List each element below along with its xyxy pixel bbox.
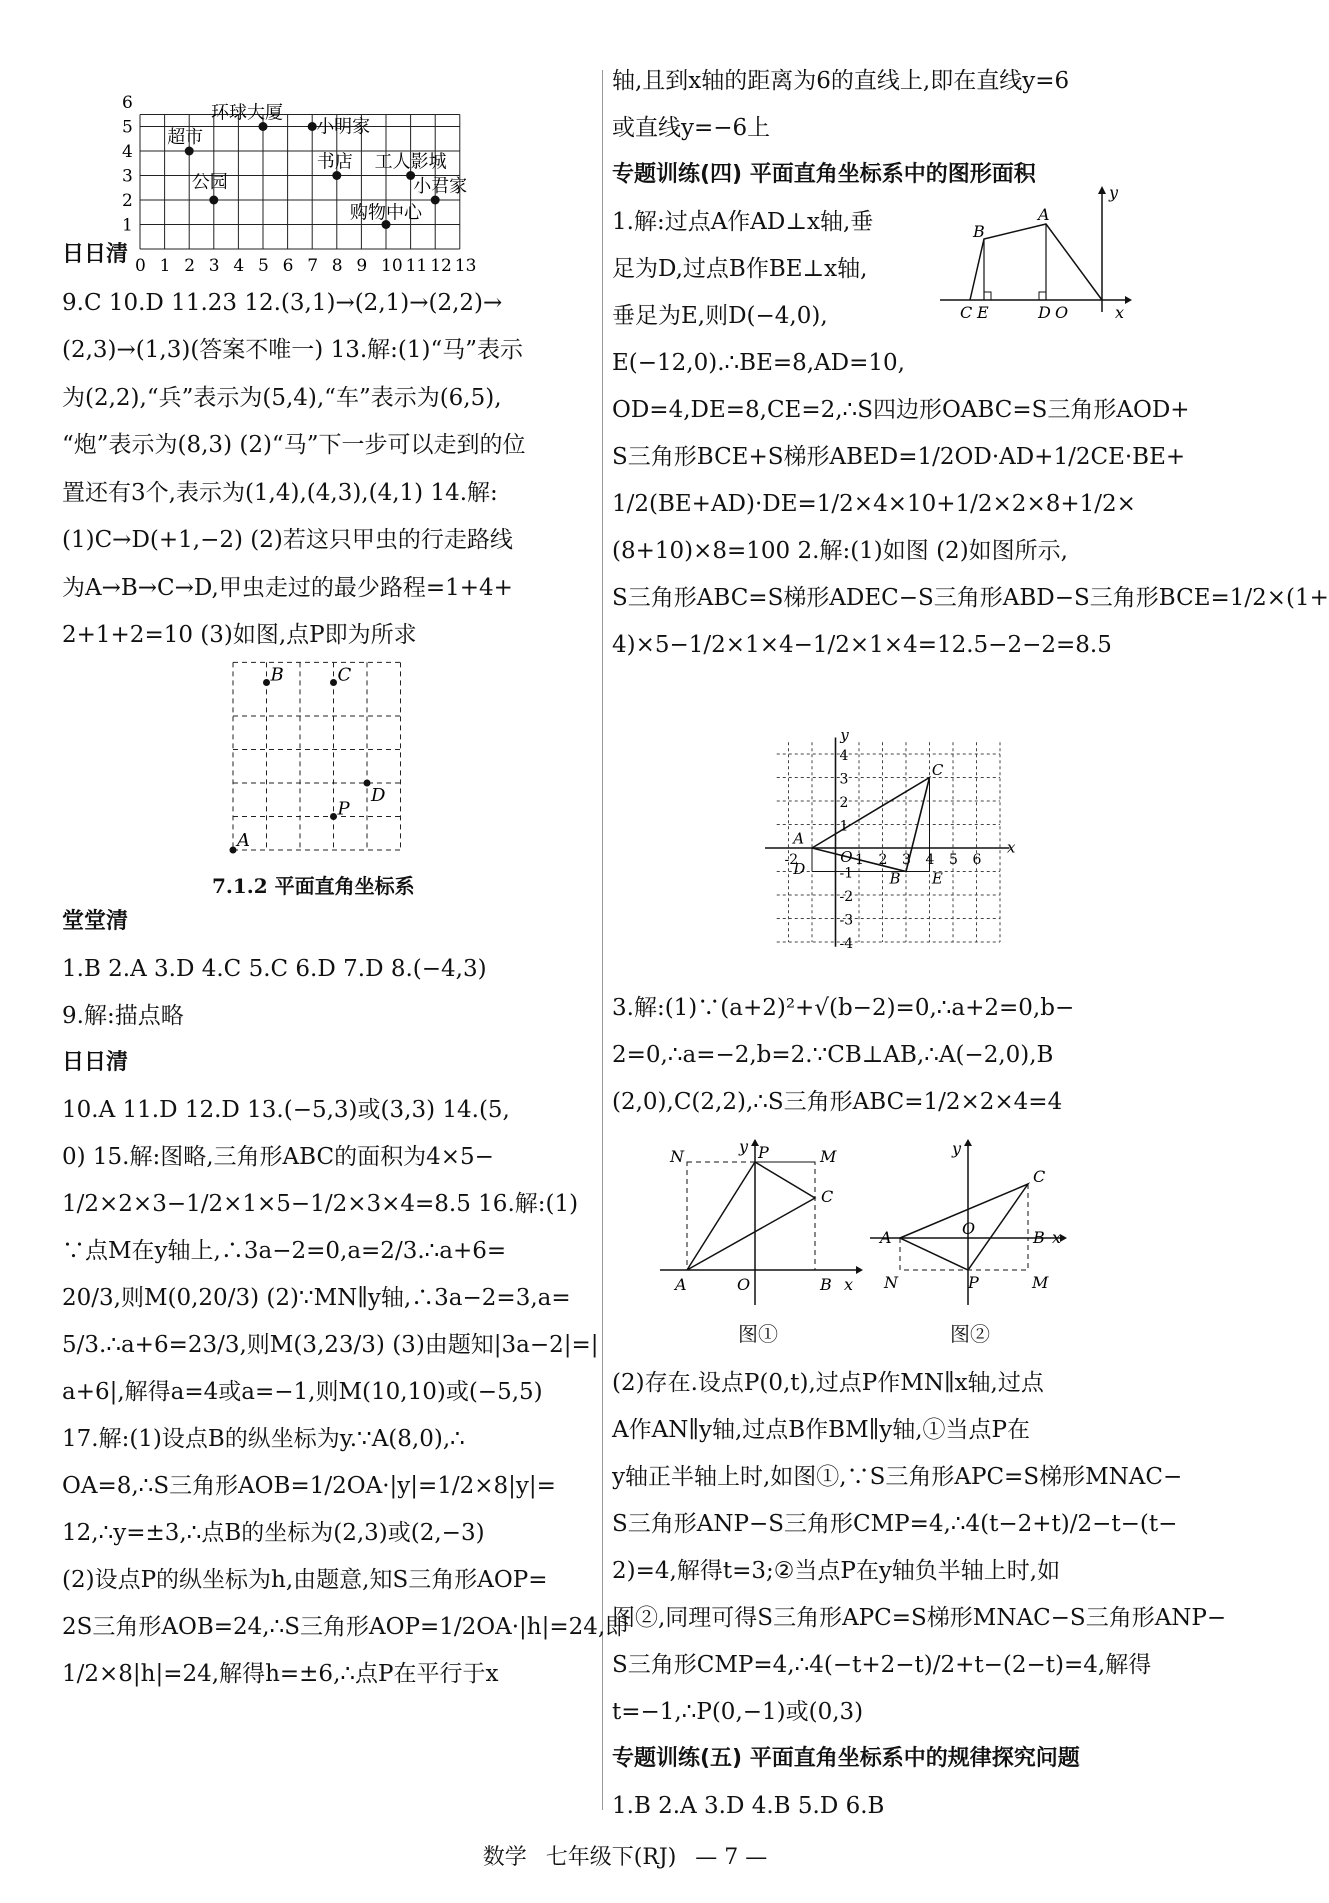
text-line: 为(2,2),“兵”表示为(5,4),“车”表示为(6,5), <box>62 384 502 411</box>
text-line: 1/2×8|h|=24,解得h=±6,∴点P在平行于x <box>62 1661 499 1687</box>
tri-label: C <box>931 761 944 780</box>
map-place-label: 超市 <box>167 127 204 148</box>
beetle-grid-figure <box>225 650 445 860</box>
svg-text:M: M <box>1032 1273 1049 1292</box>
section-heading: 堂堂清 <box>62 909 129 934</box>
figure-1-caption: 图① <box>738 1322 778 1346</box>
text-line: y轴正半轴上时,如图①,∵S三角形APC=S梯形MNAC− <box>612 1464 1183 1490</box>
text-line: a+6|,解得a=4或a=−1,则M(10,10)或(−5,5) <box>62 1379 543 1405</box>
text-line: S三角形ABC=S梯形ADEC−S三角形ABD−S三角形BCE=1/2×(1+ <box>612 585 1329 611</box>
map-x-tick: 12 <box>430 256 452 276</box>
text-line: (2,0),C(2,2),∴S三角形ABC=1/2×2×4=4 <box>612 1089 1063 1115</box>
svg-text:y: y <box>952 1139 962 1158</box>
map-x-tick: 8 <box>331 256 343 276</box>
text-line: OA=8,∴S三角形AOB=1/2OA·|y|=1/2×8|y|= <box>62 1473 556 1499</box>
map-point <box>209 196 218 205</box>
svg-text:y: y <box>1109 183 1119 202</box>
svg-text:O: O <box>962 1219 976 1238</box>
svg-text:A: A <box>880 1228 892 1247</box>
text-line: 垂足为E,则D(−4,0), <box>612 303 828 329</box>
grid-point-label: P <box>337 798 350 820</box>
column-divider <box>602 70 603 1810</box>
section-title: 7.1.2 平面直角坐标系 <box>212 874 415 898</box>
triangle-grid-figure <box>745 700 1016 960</box>
footer-grade: 七年级下(RJ) <box>545 1845 677 1870</box>
text-line: 置还有3个,表示为(1,4),(4,3),(4,1) 14.解: <box>62 479 498 506</box>
section-heading: 专题训练(五) 平面直角坐标系中的规律探究问题 <box>612 1746 1080 1771</box>
grid-point-label: C <box>337 664 352 686</box>
text-line: ∵点M在y轴上,∴3a−2=0,a=2/3.∴a+6= <box>62 1238 507 1264</box>
text-line: 2)=4,解得t=3;②当点P在y轴负半轴上时,如 <box>612 1558 1061 1584</box>
grid-point-label: B <box>270 664 284 686</box>
text-line: (1)C→D(+1,−2) (2)若这只甲虫的行走路线 <box>62 527 513 553</box>
tri-x-tick: 5 <box>949 852 958 868</box>
text-line: 3.解:(1)∵(a+2)²+√(b−2)=0,∴a+2=0,b− <box>612 995 1075 1021</box>
section-heading: 日日清 <box>62 1050 129 1075</box>
text-line: 轴,且到x轴的距离为6的直线上,即在直线y=6 <box>612 68 1070 94</box>
map-place-label: 小君家 <box>413 176 468 197</box>
map-place-label: 购物中心 <box>350 202 422 224</box>
text-line: 足为D,过点B作BE⊥x轴, <box>612 256 868 282</box>
grid-point <box>330 813 337 820</box>
svg-text:x: x <box>1052 1228 1062 1247</box>
text-line: A作AN∥y轴,过点B作BM∥y轴,①当点P在 <box>612 1417 1031 1443</box>
grid-point <box>364 780 371 787</box>
map-x-tick: 5 <box>258 256 269 276</box>
map-x-tick: 13 <box>454 256 477 276</box>
tri-x-tick: 4 <box>925 852 935 868</box>
map-y-tick: 4 <box>122 142 133 162</box>
grid-point <box>263 679 270 686</box>
text-line: (2)设点P的纵坐标为h,由题意,知S三角形AOP= <box>62 1567 548 1593</box>
tri-x-tick: -2 <box>784 852 799 868</box>
location-map <box>100 64 560 284</box>
map-x-tick: 0 <box>135 256 146 276</box>
map-x-tick: 6 <box>282 256 294 276</box>
tri-y-tick: 3 <box>839 771 849 788</box>
tri-label: B <box>889 869 901 888</box>
svg-text:E: E <box>977 303 989 322</box>
map-x-tick: 2 <box>184 256 196 276</box>
text-line: 图②,同理可得S三角形APC=S梯形MNAC−S三角形ANP− <box>612 1605 1227 1631</box>
text-line: t=−1,∴P(0,−1)或(0,3) <box>612 1699 864 1725</box>
footer-page-number: — 7 — <box>695 1845 768 1870</box>
svg-text:P: P <box>968 1273 979 1292</box>
tri-y-tick: 4 <box>839 748 849 764</box>
svg-text:B: B <box>973 222 985 241</box>
grid-point-label: D <box>371 785 386 806</box>
text-line: 10.A 11.D 12.D 13.(−5,3)或(3,3) 14.(5, <box>62 1097 510 1123</box>
text-line: 2=0,∴a=−2,b=2.∵CB⊥AB,∴A(−2,0),B <box>612 1042 1054 1068</box>
grid-point <box>330 679 337 686</box>
text-line: 2S三角形AOB=24,∴S三角形AOP=1/2OA·|h|=24,即 <box>62 1614 629 1640</box>
map-x-tick: 3 <box>208 256 220 276</box>
map-y-tick: 3 <box>122 166 133 187</box>
text-line: 1/2×2×3−1/2×1×5−1/2×3×4=8.5 16.解:(1) <box>62 1191 579 1217</box>
map-y-tick: 1 <box>122 215 133 236</box>
tri-y-tick: -2 <box>839 889 854 905</box>
svg-text:B: B <box>820 1275 832 1294</box>
map-x-tick: 7 <box>307 256 319 276</box>
text-line: 1.解:过点A作AD⊥x轴,垂 <box>612 209 874 235</box>
svg-text:A: A <box>675 1275 687 1294</box>
grid-point-label: A <box>237 830 250 851</box>
text-line: 为A→B→C→D,甲虫走过的最少路程=1+4+ <box>62 574 513 601</box>
text-line: 1.B 2.A 3.D 4.B 5.D 6.B <box>612 1793 885 1819</box>
grid-point <box>230 847 237 854</box>
map-y-tick: 5 <box>122 117 133 138</box>
map-x-tick: 10 <box>381 256 403 276</box>
svg-text:y: y <box>739 1137 749 1156</box>
text-line: E(−12,0).∴BE=8,AD=10, <box>612 350 905 376</box>
text-line: “炮”表示为(8,3) (2)“马”下一步可以走到的位 <box>62 432 526 458</box>
section-heading: 日日清 <box>62 242 129 267</box>
svg-text:C: C <box>1033 1167 1046 1186</box>
figure-2-caption: 图② <box>950 1322 990 1346</box>
tri-y-tick: 2 <box>839 795 849 811</box>
text-line: 9.解:描点略 <box>62 1003 184 1029</box>
tri-y-tick: -3 <box>839 912 854 929</box>
text-line: 20/3,则M(0,20/3) (2)∵MN∥y轴,∴3a−2=3,a= <box>62 1285 571 1311</box>
tri-y-tick: -4 <box>839 936 854 952</box>
map-x-tick: 1 <box>159 256 171 276</box>
text-line: S三角形ANP−S三角形CMP=4,∴4(t−2+t)/2−t−(t− <box>612 1511 1178 1537</box>
svg-text:O: O <box>737 1275 751 1294</box>
text-line: 12,∴y=±3,∴点B的坐标为(2,3)或(2,−3) <box>62 1520 485 1546</box>
tri-x-tick: 1 <box>855 852 864 868</box>
svg-text:N: N <box>884 1273 898 1292</box>
quadrilateral-figure <box>935 182 1135 322</box>
figure-2 <box>870 1140 1070 1310</box>
text-line: 1/2(BE+AD)·DE=1/2×4×10+1/2×2×8+1/2× <box>612 491 1136 517</box>
text-line: 1.B 2.A 3.D 4.C 5.C 6.D 7.D 8.(−4,3) <box>62 956 487 982</box>
tri-label: D <box>793 859 806 878</box>
text-line: OD=4,DE=8,CE=2,∴S四边形OABC=S三角形AOD+ <box>612 397 1190 423</box>
svg-text:A: A <box>1038 205 1050 224</box>
svg-text:B: B <box>1033 1228 1045 1247</box>
map-y-tick: 2 <box>122 191 133 211</box>
svg-text:x: x <box>1115 303 1125 322</box>
map-x-tick: 11 <box>405 256 428 276</box>
map-place-label: 公园 <box>191 172 228 193</box>
map-x-tick: 9 <box>356 256 368 276</box>
text-line: 0) 15.解:图略,三角形ABC的面积为4×5− <box>62 1144 494 1170</box>
text-line: (2,3)→(1,3)(答案不唯一) 13.解:(1)“马”表示 <box>62 337 523 363</box>
text-line: 2+1+2=10 (3)如图,点P即为所求 <box>62 622 417 648</box>
section-heading: 专题训练(四) 平面直角坐标系中的图形面积 <box>612 162 1036 187</box>
map-place-label: 小明家 <box>316 116 371 138</box>
tri-y-tick: -1 <box>839 865 854 882</box>
map-place-label: 环球大厦 <box>211 102 283 124</box>
text-line: 5/3.∴a+6=23/3,则M(3,23/3) (3)由题知|3a−2|=| <box>62 1332 599 1358</box>
map-place-label: 书店 <box>316 151 353 173</box>
tri-label: x <box>1007 838 1016 857</box>
map-x-tick: 4 <box>233 256 245 276</box>
svg-text:D: D <box>1038 303 1051 322</box>
svg-text:C: C <box>960 303 973 322</box>
page-footer <box>0 1840 1250 1871</box>
svg-text:M: M <box>820 1147 837 1166</box>
tri-x-tick: 3 <box>902 852 911 868</box>
tri-label: y <box>840 725 849 744</box>
text-line: (8+10)×8=100 2.解:(1)如图 (2)如图所示, <box>612 538 1068 564</box>
svg-text:O: O <box>1055 303 1069 322</box>
tri-x-tick: 2 <box>878 852 888 868</box>
svg-text:x: x <box>844 1275 854 1294</box>
tri-x-tick: 6 <box>972 852 982 868</box>
svg-text:N: N <box>670 1147 684 1166</box>
text-line: 4)×5−1/2×1×4−1/2×1×4=12.5−2−2=8.5 <box>612 632 1112 658</box>
svg-text:P: P <box>758 1143 769 1162</box>
map-y-tick: 6 <box>122 93 133 113</box>
text-line: (2)存在.设点P(0,t),过点P作MN∥x轴,过点 <box>612 1370 1044 1396</box>
map-place-label: 工人影城 <box>374 151 447 173</box>
tri-y-tick: 1 <box>839 818 849 835</box>
tri-label: O <box>840 848 853 867</box>
figure-1 <box>660 1137 870 1310</box>
text-line: 9.C 10.D 11.23 12.(3,1)→(2,1)→(2,2)→ <box>62 289 503 316</box>
text-line: 或直线y=−6上 <box>612 115 771 141</box>
text-line: 17.解:(1)设点B的纵坐标为y.∵A(8,0),∴ <box>62 1426 465 1452</box>
svg-text:C: C <box>821 1187 834 1206</box>
tri-label: E <box>931 869 943 888</box>
text-line: S三角形CMP=4,∴4(−t+2−t)/2+t−(2−t)=4,解得 <box>612 1652 1152 1678</box>
text-line: S三角形BCE+S梯形ABED=1/2OD·AD+1/2CE·BE+ <box>612 444 1186 470</box>
footer-subject: 数学 <box>482 1845 527 1870</box>
tri-label: A <box>793 829 805 848</box>
